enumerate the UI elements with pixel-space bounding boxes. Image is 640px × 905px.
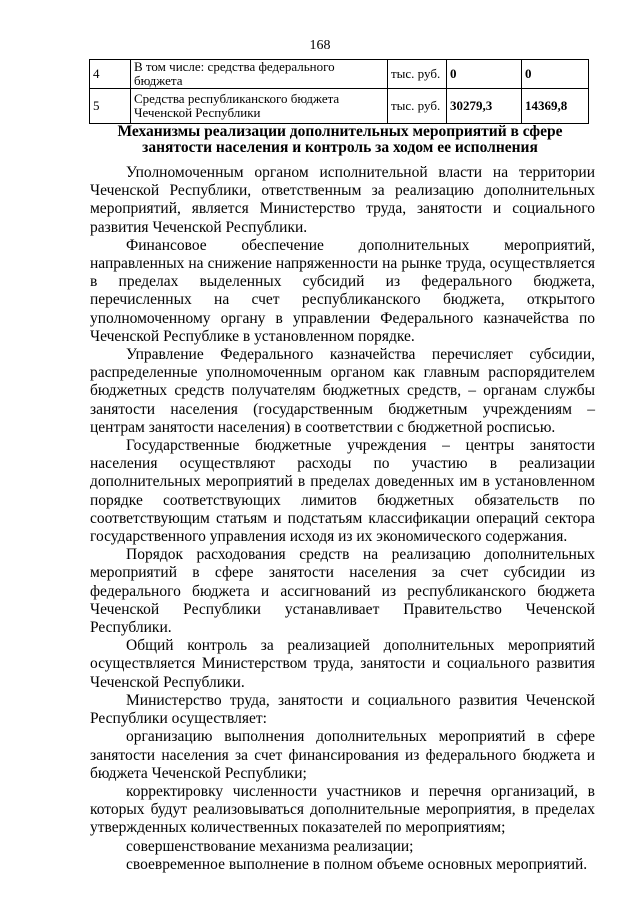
- row-value-1: 0: [447, 60, 522, 89]
- list-item: корректировку численности участников и перечня организаций, в которых будут реализовываться дополнительные мероприятия, в пределах утвержденных количественных показателей по мероприятиям;: [90, 782, 595, 837]
- paragraph: Порядок расходования средств на реализацию дополнительных мероприятий в сфере занятости населения за счет субсидии из федерального бюджета и ассигнований из республиканского бюджета Чеченской Республики устанавливает Правительство Чеченской Республики.: [90, 546, 595, 637]
- row-number: 4: [90, 60, 131, 89]
- row-name: В том числе: средства федерального бюджета: [131, 60, 388, 89]
- section-title: Механизмы реализации дополнительных мероприятий в сфере занятости населения и контроль за ходом ее исполнения: [117, 123, 563, 156]
- row-unit: тыс. руб.: [388, 89, 447, 124]
- paragraph: Управление Федерального казначейства перечисляет субсидии, распределенные уполномоченным органом как главным распорядителем бюджетных средств получателям бюджетных средств, – органам службы занятости населения (государственным бюджетным учреждениям – центрам занятости населения) в соответствии с бюджетной росписью.: [90, 346, 595, 436]
- table-row: [90, 60, 589, 89]
- page-number: 168: [309, 38, 331, 53]
- row-value-1: 30279,3: [447, 89, 522, 124]
- table-row: [90, 89, 589, 124]
- budget-table: [89, 59, 589, 124]
- row-name: Средства республиканского бюджета Чеченской Республики: [131, 89, 388, 124]
- paragraph: Финансовое обеспечение дополнительных мероприятий, направленных на снижение напряженности на рынке труда, осуществляется в пределах выделенных субсидий из федерального бюджета, перечисленных на счет республиканского бюджета, открытого уполномоченному органу в управлении Федерального казначейства по Чеченской Республике в установленном порядке.: [90, 236, 595, 345]
- body-text: [90, 164, 595, 874]
- row-value-2: 14369,8: [522, 89, 589, 124]
- list-item: организацию выполнения дополнительных мероприятий в сфере занятости населения за счет финансирования из федерального бюджета и бюджета Чеченской Республики;: [90, 728, 595, 782]
- row-number: 5: [90, 89, 131, 124]
- paragraph: Государственные бюджетные учреждения – центры занятости населения осуществляют расходы по участию в реализации дополнительных мероприятий в пределах доведенных им в установленном порядке соответствующих лимитов бюджетных обязательств по соответствующим статьям и подстатьям классификации операций сектора государственного управления исходя из их экономического содержания.: [90, 437, 595, 546]
- row-unit: тыс. руб.: [388, 60, 447, 89]
- paragraph: Министерство труда, занятости и социального развития Чеченской Республики осуществляет:: [90, 691, 595, 728]
- paragraph: Уполномоченным органом исполнительной власти на территории Чеченской Республики, ответственным за реализацию дополнительных мероприятий, является Министерство труда, занятости и социального развития Чеченской Республики.: [90, 164, 595, 236]
- list-item: своевременное выполнение в полном объеме основных мероприятий.: [126, 855, 588, 873]
- paragraph: Общий контроль за реализацией дополнительных мероприятий осуществляется Министерством труда, занятости и социального развития Чеченской Республики.: [90, 637, 595, 691]
- list-item: совершенствование механизма реализации;: [126, 837, 414, 855]
- row-value-2: 0: [522, 60, 589, 89]
